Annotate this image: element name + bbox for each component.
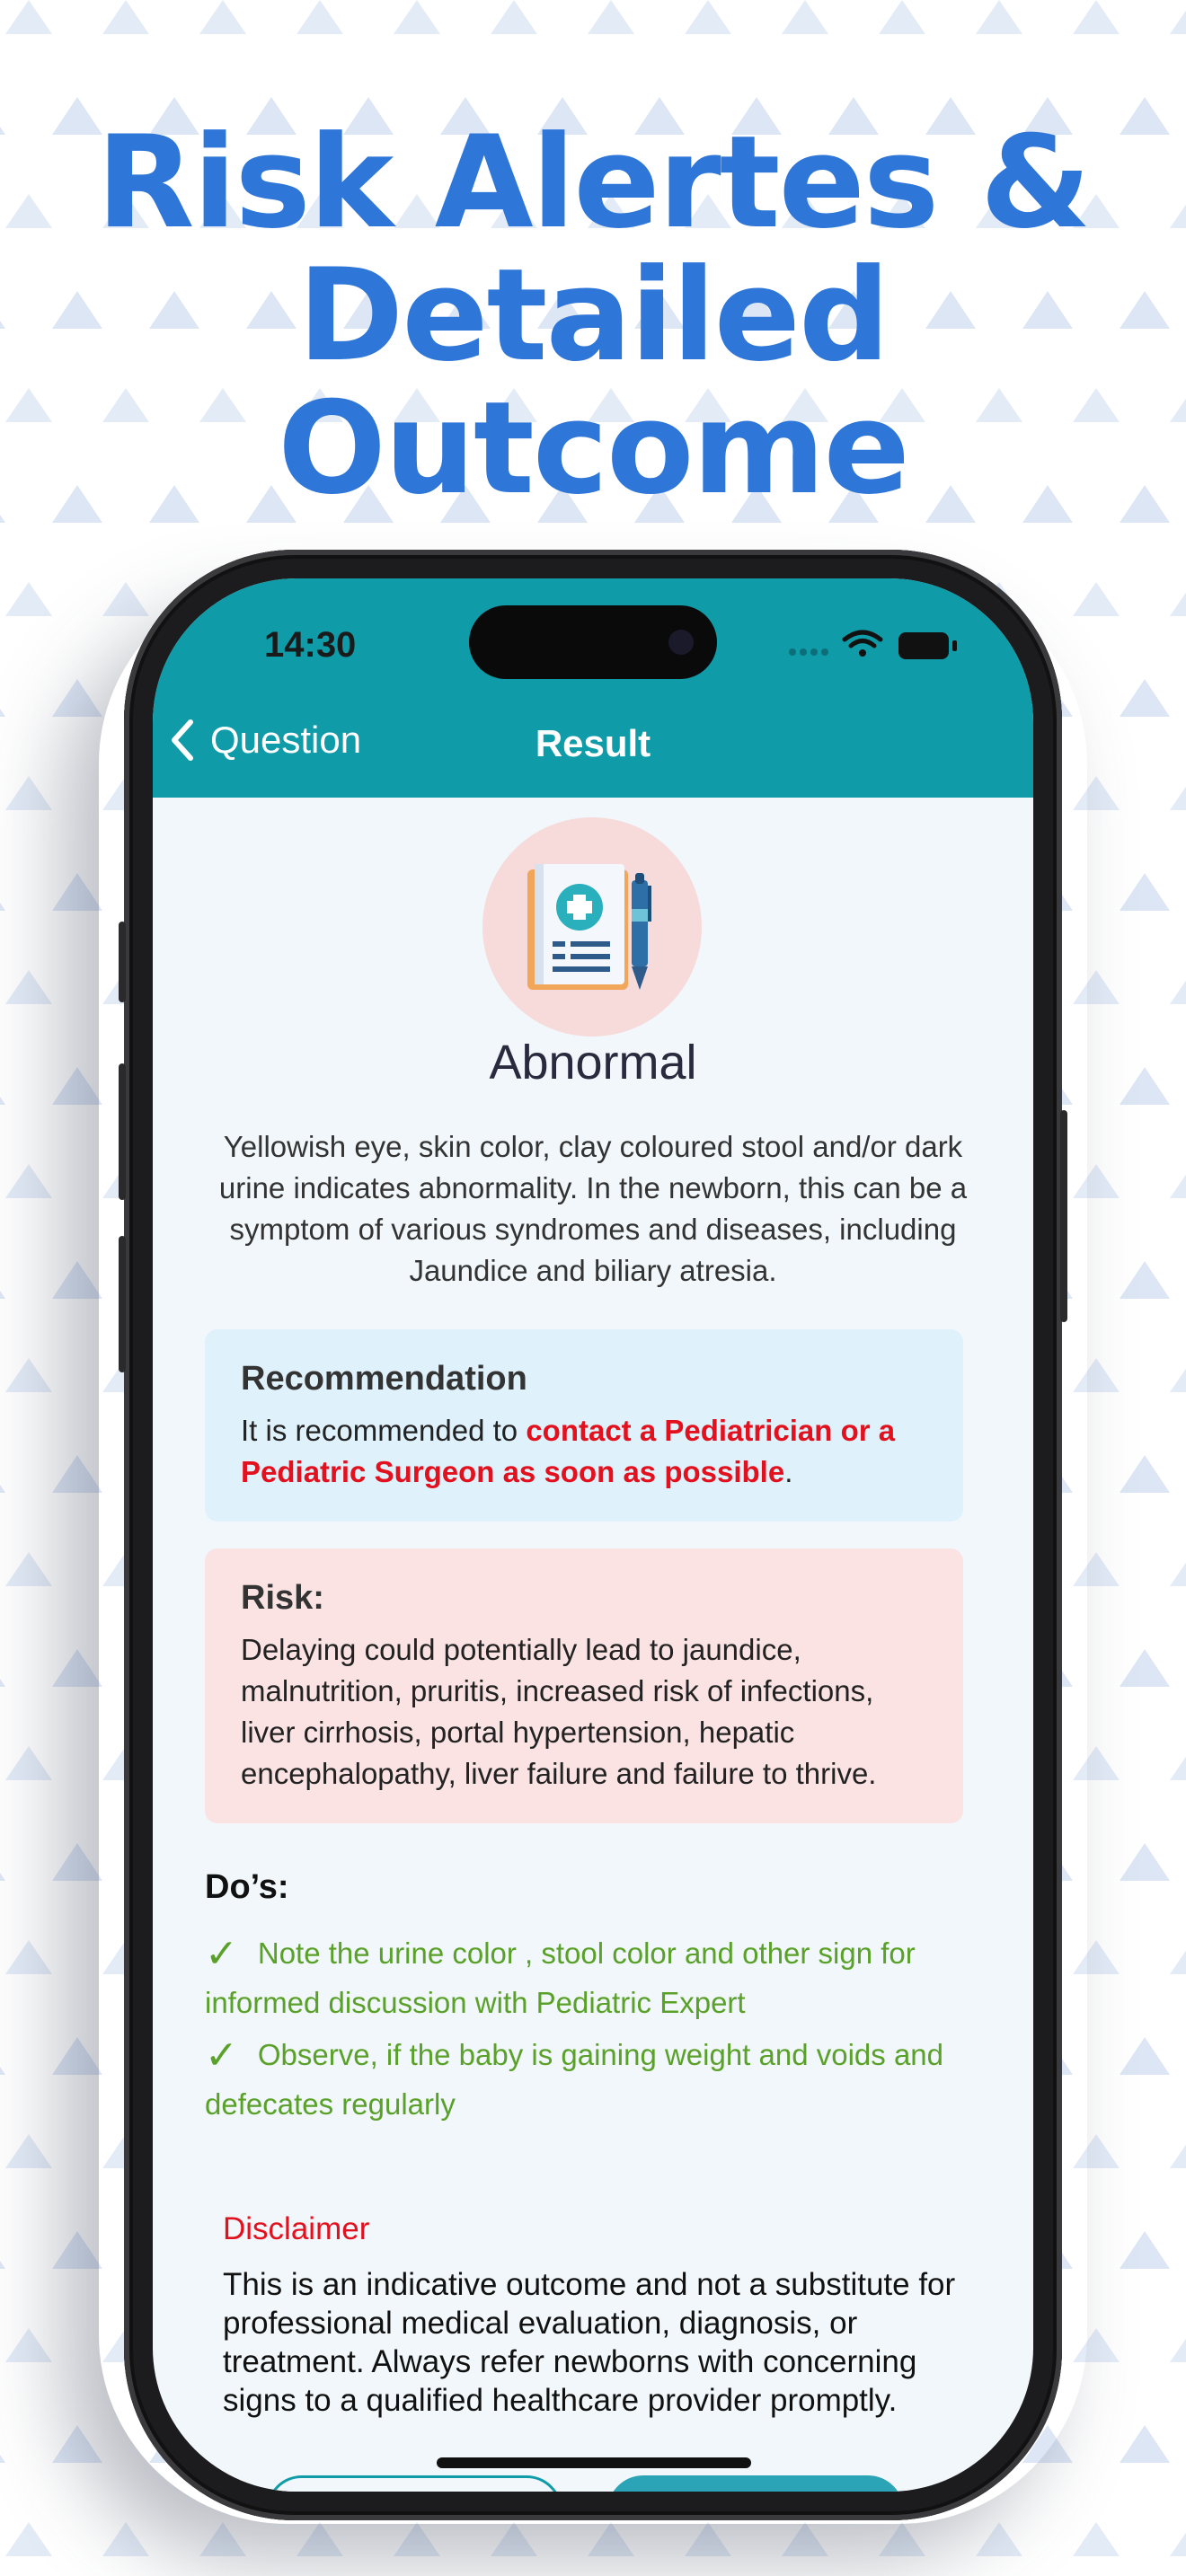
volume-down-button — [119, 1236, 126, 1372]
status-time: 14:30 — [264, 625, 357, 665]
recommendation-text-prefix: It is recommended to — [241, 1414, 527, 1447]
dos-item-text: Observe, if the baby is gaining weight and voids and defecates regularly — [205, 2038, 944, 2121]
result-icon-badge — [482, 817, 702, 1037]
camera-icon — [668, 630, 694, 655]
home-indicator — [437, 2457, 751, 2468]
risk-text: Delaying could potentially lead to jaundice, malnutrition, pruritis, increased risk of infections, liver cirrhosis, portal hypertension, hepatic encephalopathy, liver failure and failure to thrive. — [241, 1633, 877, 1790]
risk-card — [205, 1548, 963, 1823]
recommendation-text — [241, 1410, 927, 1493]
dynamic-island — [469, 605, 717, 679]
secondary-action-button[interactable] — [266, 2475, 562, 2492]
navigation-bar — [153, 578, 1033, 798]
list-item — [205, 2031, 978, 2129]
list-item — [205, 1929, 978, 2027]
power-button — [1060, 1110, 1067, 1322]
headline-line-3: Outcome — [278, 375, 908, 523]
dos-list — [205, 1929, 978, 2132]
check-icon: ✓ — [205, 1932, 238, 1976]
dos-item-text: Note the urine color , stool color and other sign for informed discussion with Pediatric Expert — [205, 1936, 916, 2019]
phone-screen — [153, 578, 1033, 2492]
headline-line-1: Risk Alertes & — [96, 109, 1090, 257]
back-button-label: Question — [210, 719, 362, 761]
result-status: Abnormal — [489, 1036, 697, 1090]
disclaimer-title: Disclaimer — [223, 2211, 370, 2246]
dos-title: Do’s: — [205, 1868, 289, 1906]
recommendation-card — [205, 1329, 963, 1522]
recommendation-title: Recommendation — [241, 1360, 527, 1398]
result-description: Yellowish eye, skin color, clay coloured stool and/or dark urine indicates abnormality. In the newborn, this can be a symptom of various syndromes and diseases, including Jaundice and biliary atresia. — [218, 1130, 968, 1287]
risk-title: Risk: — [241, 1579, 324, 1617]
check-icon: ✓ — [205, 2033, 238, 2078]
recommendation-text-suffix: . — [784, 1455, 793, 1488]
page-title: Result — [535, 722, 651, 764]
battery-icon — [898, 632, 957, 659]
recommendation-highlight: contact a Pediatrician or a Pediatric Surgeon as soon as possible — [241, 1414, 896, 1488]
primary-action-button[interactable] — [607, 2475, 904, 2492]
volume-up-button — [119, 1063, 126, 1200]
medical-report-icon — [482, 817, 702, 1037]
headline — [0, 109, 1186, 523]
wifi-icon — [845, 632, 881, 657]
signal-icon — [789, 648, 828, 656]
disclaimer-text: This is an indicative outcome and not a substitute for professional medical evaluation, diagnosis, or treatment. Always refer newborns with concerning signs to a qualified healthcare provider promptly. — [223, 2267, 956, 2418]
action-button — [119, 922, 126, 1002]
status-icons — [782, 625, 979, 666]
headline-line-2: Detailed — [297, 242, 889, 390]
